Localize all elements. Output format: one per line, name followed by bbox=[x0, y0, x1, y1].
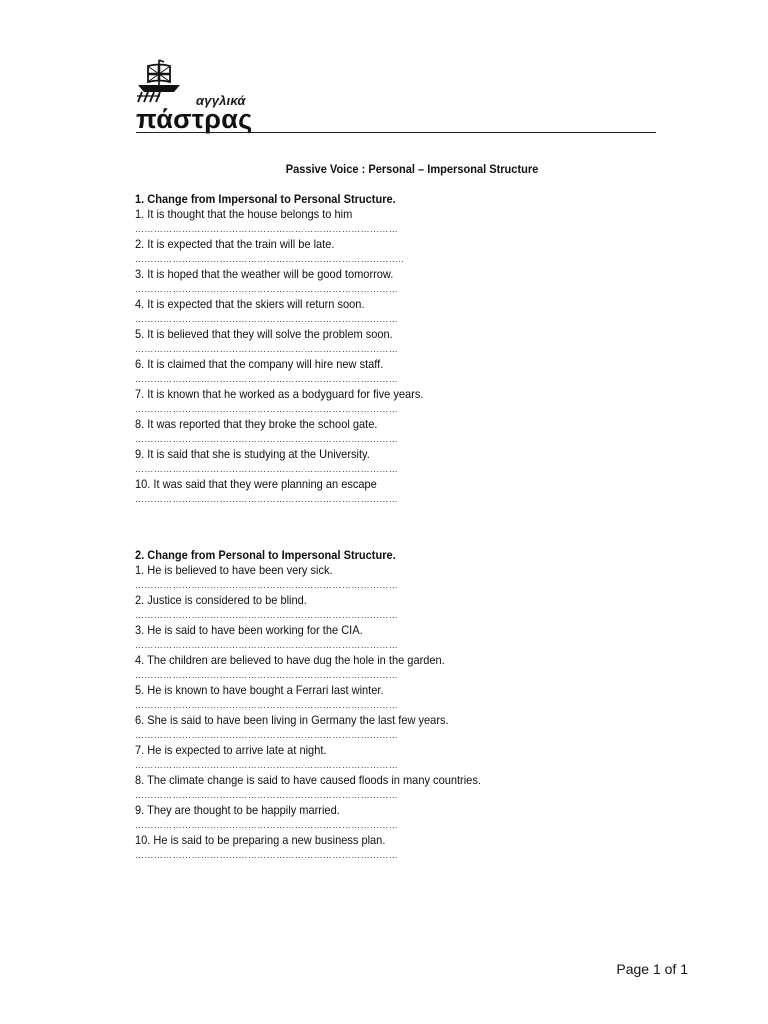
item-sentence: 2. Justice is considered to be blind. bbox=[135, 593, 307, 607]
logo-wordmark: πάστρας bbox=[136, 104, 253, 134]
answer-line[interactable]: ………………………………………………………………………… bbox=[135, 284, 399, 294]
section-heading: 1. Change from Impersonal to Personal Structure. bbox=[135, 192, 396, 206]
list-item bbox=[135, 207, 555, 237]
list-item bbox=[135, 683, 555, 713]
item-sentence: 6. It is claimed that the company will hire new staff. bbox=[135, 357, 384, 371]
item-sentence: 2. It is expected that the train will be late. bbox=[135, 237, 335, 251]
item-sentence: 6. She is said to have been living in Germany the last few years. bbox=[135, 713, 449, 727]
item-sentence: 4. The children are believed to have dug the hole in the garden. bbox=[135, 653, 445, 667]
answer-line[interactable]: ………………………………………………………………………… bbox=[135, 640, 399, 650]
answer-line[interactable]: ………………………………………………………………………… bbox=[135, 820, 399, 830]
list-item bbox=[135, 803, 555, 833]
item-sentence: 10. He is said to be preparing a new business plan. bbox=[135, 833, 386, 847]
answer-line[interactable]: ………………………………………………………………………… bbox=[135, 730, 399, 740]
answer-line[interactable]: ………………………………………………………………………… bbox=[135, 344, 399, 354]
list-item bbox=[135, 297, 555, 327]
ship-emblem-icon bbox=[136, 58, 196, 104]
list-item bbox=[135, 713, 555, 743]
logo-subtitle: αγγλικά bbox=[196, 93, 246, 108]
list-item bbox=[135, 773, 555, 803]
list-item bbox=[135, 387, 555, 417]
answer-line[interactable]: ………………………………………………………………………… bbox=[135, 464, 399, 474]
item-sentence: 9. It is said that she is studying at the University. bbox=[135, 447, 370, 461]
answer-line[interactable]: ………………………………………………………………………… bbox=[135, 494, 399, 504]
list-item bbox=[135, 653, 555, 683]
answer-line[interactable]: ………………………………………………………………………… bbox=[135, 670, 399, 680]
item-sentence: 5. He is known to have bought a Ferrari last winter. bbox=[135, 683, 384, 697]
item-sentence: 5. It is believed that they will solve the problem soon. bbox=[135, 327, 393, 341]
list-item bbox=[135, 593, 555, 623]
list-item bbox=[135, 357, 555, 387]
answer-line[interactable]: ………………………………………………………………………… bbox=[135, 404, 399, 414]
header-divider bbox=[136, 132, 656, 133]
list-item bbox=[135, 417, 555, 447]
answer-line[interactable]: ………………………………………………………………………… bbox=[135, 700, 399, 710]
list-item bbox=[135, 623, 555, 653]
exercise-list bbox=[135, 207, 555, 507]
item-sentence: 10. It was said that they were planning an escape bbox=[135, 477, 377, 491]
item-sentence: 4. It is expected that the skiers will return soon. bbox=[135, 297, 365, 311]
item-sentence: 1. It is thought that the house belongs to him bbox=[135, 207, 353, 221]
list-item bbox=[135, 447, 555, 477]
list-item bbox=[135, 833, 555, 863]
answer-line[interactable]: ………………………………………………………………………… bbox=[135, 580, 399, 590]
page-number: Page 1 of 1 bbox=[616, 961, 688, 977]
exercise-list bbox=[135, 563, 555, 863]
list-item bbox=[135, 563, 555, 593]
exercise-section-1 bbox=[135, 191, 555, 507]
item-sentence: 1. He is believed to have been very sick. bbox=[135, 563, 333, 577]
publisher-logo bbox=[136, 58, 261, 138]
document-title: Passive Voice : Personal – Impersonal Structure bbox=[285, 162, 539, 176]
list-item bbox=[135, 327, 555, 357]
exercise-section-2 bbox=[135, 547, 555, 863]
list-item bbox=[135, 743, 555, 773]
section-heading: 2. Change from Personal to Impersonal Structure. bbox=[135, 548, 396, 562]
item-sentence: 8. It was reported that they broke the school gate. bbox=[135, 417, 378, 431]
list-item bbox=[135, 267, 555, 297]
list-item bbox=[135, 237, 555, 267]
answer-line[interactable]: ………………………………………………………………………… bbox=[135, 314, 399, 324]
item-sentence: 8. The climate change is said to have caused floods in many countries. bbox=[135, 773, 481, 787]
list-item bbox=[135, 477, 555, 507]
answer-line[interactable]: ………………………………………………………………………… bbox=[135, 850, 399, 860]
item-sentence: 3. It is hoped that the weather will be good tomorrow. bbox=[135, 267, 394, 281]
answer-line[interactable]: ………………………………………………………………………….. bbox=[135, 254, 405, 264]
answer-line[interactable]: ………………………………………………………………………… bbox=[135, 760, 399, 770]
answer-line[interactable]: ………………………………………………………………………… bbox=[135, 224, 399, 234]
item-sentence: 7. He is expected to arrive late at night. bbox=[135, 743, 327, 757]
answer-line[interactable]: ………………………………………………………………………… bbox=[135, 434, 399, 444]
item-sentence: 7. It is known that he worked as a bodyguard for five years. bbox=[135, 387, 424, 401]
answer-line[interactable]: ………………………………………………………………………… bbox=[135, 374, 399, 384]
answer-line[interactable]: ………………………………………………………………………… bbox=[135, 790, 399, 800]
item-sentence: 3. He is said to have been working for the CIA. bbox=[135, 623, 363, 637]
item-sentence: 9. They are thought to be happily married. bbox=[135, 803, 340, 817]
answer-line[interactable]: ………………………………………………………………………… bbox=[135, 610, 399, 620]
